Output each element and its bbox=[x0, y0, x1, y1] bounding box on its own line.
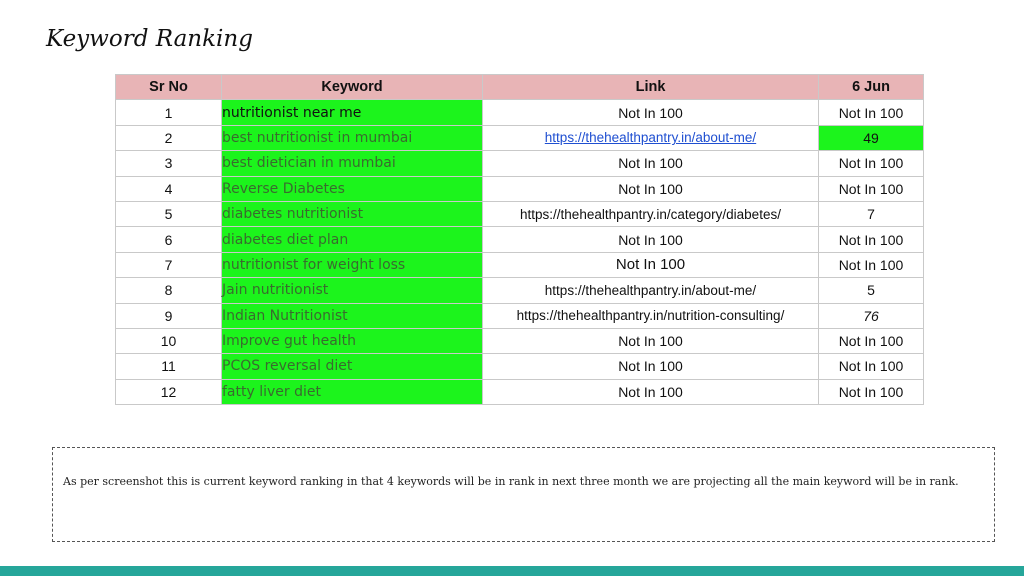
cell-link: Not In 100 bbox=[483, 176, 819, 201]
header-6-jun: 6 Jun bbox=[819, 75, 924, 100]
cell-keyword: PCOS reversal diet bbox=[222, 354, 483, 379]
cell-keyword: diabetes nutritionist bbox=[222, 201, 483, 226]
cell-6-jun: 76 bbox=[819, 303, 924, 328]
header-keyword: Keyword bbox=[222, 75, 483, 100]
cell-sr-no: 7 bbox=[116, 252, 222, 277]
cell-link: Not In 100 bbox=[483, 379, 819, 404]
cell-keyword: nutritionist near me bbox=[222, 100, 483, 125]
cell-sr-no: 12 bbox=[116, 379, 222, 404]
table-row bbox=[116, 303, 924, 328]
cell-6-jun: Not In 100 bbox=[819, 252, 924, 277]
cell-link: Not In 100 bbox=[483, 100, 819, 125]
cell-sr-no: 9 bbox=[116, 303, 222, 328]
table-row bbox=[116, 379, 924, 404]
cell-link-url: https://thehealthpantry.in/category/diabetes/ bbox=[483, 201, 819, 226]
cell-6-jun: 7 bbox=[819, 201, 924, 226]
cell-keyword: Reverse Diabetes bbox=[222, 176, 483, 201]
cell-sr-no: 6 bbox=[116, 227, 222, 252]
table-row bbox=[116, 354, 924, 379]
table-row bbox=[116, 278, 924, 303]
cell-sr-no: 8 bbox=[116, 278, 222, 303]
cell-link-url: https://thehealthpantry.in/about-me/ bbox=[483, 278, 819, 303]
cell-link: Not In 100 bbox=[483, 354, 819, 379]
note-box bbox=[52, 447, 995, 542]
cell-6-jun: 5 bbox=[819, 278, 924, 303]
cell-sr-no: 11 bbox=[116, 354, 222, 379]
table-row bbox=[116, 252, 924, 277]
cell-sr-no: 10 bbox=[116, 328, 222, 353]
table-row bbox=[116, 227, 924, 252]
cell-sr-no: 2 bbox=[116, 125, 222, 150]
table-row bbox=[116, 201, 924, 226]
cell-link-url: https://thehealthpantry.in/nutrition-consulting/ bbox=[483, 303, 819, 328]
table-row bbox=[116, 176, 924, 201]
cell-keyword: Improve gut health bbox=[222, 328, 483, 353]
cell-6-jun: Not In 100 bbox=[819, 176, 924, 201]
cell-6-jun: Not In 100 bbox=[819, 100, 924, 125]
cell-sr-no: 3 bbox=[116, 151, 222, 176]
cell-keyword: best nutritionist in mumbai bbox=[222, 125, 483, 150]
cell-6-jun: 49 bbox=[819, 125, 924, 150]
cell-sr-no: 4 bbox=[116, 176, 222, 201]
cell-6-jun: Not In 100 bbox=[819, 227, 924, 252]
slide-title: Keyword Ranking bbox=[46, 26, 253, 52]
table-row bbox=[116, 125, 924, 150]
cell-keyword: Indian Nutritionist bbox=[222, 303, 483, 328]
keyword-ranking-table bbox=[115, 74, 924, 405]
cell-sr-no: 1 bbox=[116, 100, 222, 125]
header-link: Link bbox=[483, 75, 819, 100]
note-text: As per screenshot this is current keyword ranking in that 4 keywords will be in rank in next three month we are projecting all the main keyword will be in rank. bbox=[63, 475, 959, 488]
cell-6-jun: Not In 100 bbox=[819, 328, 924, 353]
cell-6-jun: Not In 100 bbox=[819, 379, 924, 404]
cell-link: Not In 100 bbox=[483, 328, 819, 353]
header-sr-no: Sr No bbox=[116, 75, 222, 100]
table-row bbox=[116, 100, 924, 125]
cell-link: Not In 100 bbox=[483, 227, 819, 252]
cell-keyword: nutritionist for weight loss bbox=[222, 252, 483, 277]
cell-6-jun: Not In 100 bbox=[819, 354, 924, 379]
cell-link: Not In 100 bbox=[483, 151, 819, 176]
cell-sr-no: 5 bbox=[116, 201, 222, 226]
cell-keyword: best dietician in mumbai bbox=[222, 151, 483, 176]
table-row bbox=[116, 328, 924, 353]
cell-link-url[interactable]: https://thehealthpantry.in/about-me/ bbox=[483, 125, 819, 150]
table-row bbox=[116, 151, 924, 176]
footer-accent-bar bbox=[0, 566, 1024, 576]
cell-keyword: fatty liver diet bbox=[222, 379, 483, 404]
cell-link: Not In 100 bbox=[483, 252, 819, 277]
cell-6-jun: Not In 100 bbox=[819, 151, 924, 176]
table-header-row bbox=[116, 75, 924, 100]
cell-keyword: diabetes diet plan bbox=[222, 227, 483, 252]
cell-keyword: Jain nutritionist bbox=[222, 278, 483, 303]
